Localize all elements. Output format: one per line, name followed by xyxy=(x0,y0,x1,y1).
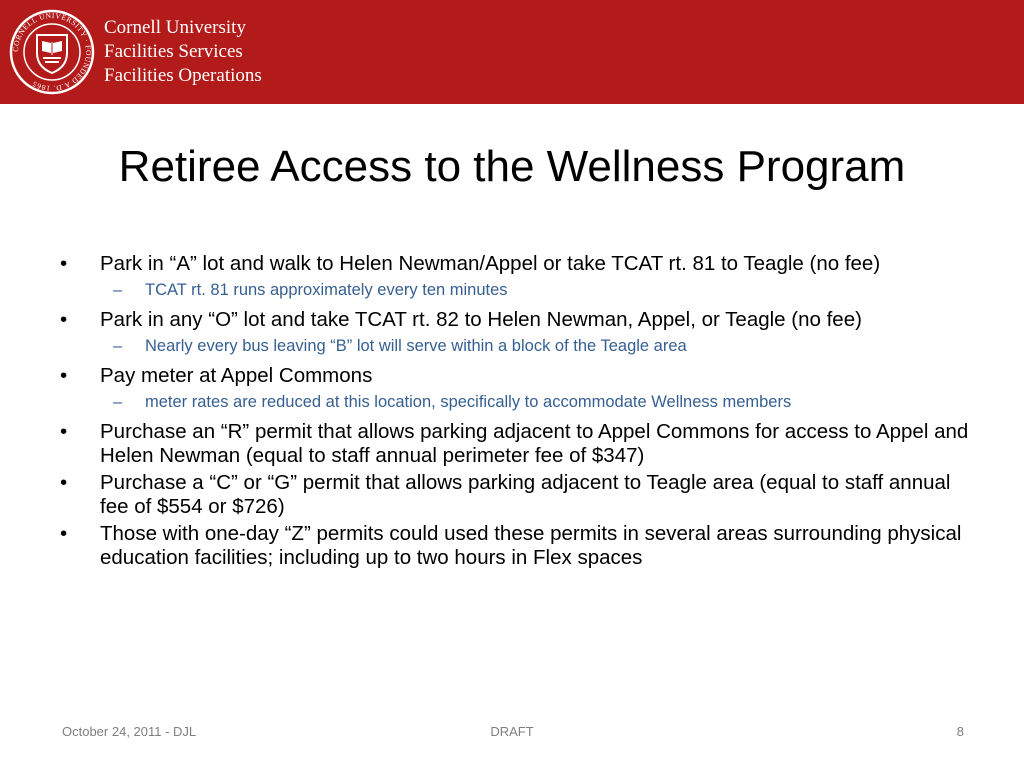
bullet-text: Park in any “O” lot and take TCAT rt. 82 to Helen Newman, Appel, or Teagle (no fee) xyxy=(100,308,862,331)
bullet-marker: • xyxy=(60,420,68,443)
bullet-item xyxy=(60,471,970,519)
bullet-marker: • xyxy=(60,252,68,275)
header-bar xyxy=(0,0,1024,104)
organization-name xyxy=(104,16,262,88)
bullet-text: Those with one-day “Z” permits could used these permits in several areas surrounding physical education facilities; including up to two hours in Flex spaces xyxy=(100,522,962,569)
bullet-text: Purchase a “C” or “G” permit that allows parking adjacent to Teagle area (equal to staff annual fee of $554 or $726) xyxy=(100,471,951,518)
seal-ring-text: CORNELL UNIVERSITY · FOUNDED A.D. 1865 xyxy=(10,10,94,94)
slide-title: Retiree Access to the Wellness Program xyxy=(118,142,906,191)
bullet-marker: • xyxy=(60,522,68,545)
sub-bullet-text: TCAT rt. 81 runs approximately every ten minutes xyxy=(145,281,508,299)
bullet-marker: • xyxy=(60,364,68,387)
footer-date: October 24, 2011 - DJL xyxy=(62,724,197,739)
bullet-item xyxy=(60,522,970,570)
bullet-list xyxy=(60,252,970,573)
slide-number: 8 xyxy=(956,724,964,739)
bullet-text: Park in “A” lot and walk to Helen Newman/Appel or take TCAT rt. 81 to Teagle (no fee) xyxy=(100,252,881,275)
bullet-text: Purchase an “R” permit that allows parking adjacent to Appel Commons for access to Appel and Helen Newman (equal to staff annual perimeter fee of $347) xyxy=(100,420,969,467)
sub-bullet-marker: – xyxy=(113,281,123,299)
sub-bullet-text: meter rates are reduced at this location, specifically to accommodate Wellness members xyxy=(145,393,792,411)
bullet-marker: • xyxy=(60,308,68,331)
org-line-services: Facilities Services xyxy=(104,41,243,62)
footer-draft-label: DRAFT xyxy=(490,724,534,739)
org-line-operations: Facilities Operations xyxy=(104,65,262,86)
sub-bullet-marker: – xyxy=(113,337,123,355)
cornell-seal-logo xyxy=(9,9,95,95)
bullet-item xyxy=(60,364,970,388)
sub-bullet-text: Nearly every bus leaving “B” lot will serve within a block of the Teagle area xyxy=(145,337,687,355)
bullet-text: Pay meter at Appel Commons xyxy=(100,364,373,387)
bullet-item xyxy=(60,252,970,276)
bullet-item xyxy=(60,420,970,468)
sub-bullet-marker: – xyxy=(113,393,123,411)
org-line-university: Cornell University xyxy=(104,17,246,38)
sub-bullet-item xyxy=(60,279,970,301)
bullet-marker: • xyxy=(60,471,68,494)
sub-bullet-item xyxy=(60,335,970,357)
sub-bullet-item xyxy=(60,391,970,413)
bullet-item xyxy=(60,308,970,332)
